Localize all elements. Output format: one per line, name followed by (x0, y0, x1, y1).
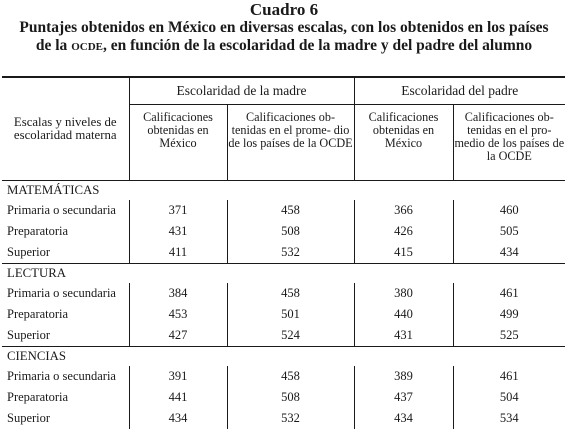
cell-father-mexico: 440 (354, 304, 453, 325)
row-label: Preparatoria (7, 223, 69, 238)
cell-mother-ocde: 458 (227, 283, 354, 304)
table-caption (0, 0, 568, 55)
table-row (2, 304, 565, 325)
cell-father-mexico: 415 (354, 242, 453, 264)
cell-mother-mexico: 453 (129, 304, 227, 325)
caption-number: Cuadro 6 (249, 0, 319, 19)
sub-header-mother-mexico: Calificaciones obtenidas en México (129, 105, 227, 181)
table-row (2, 387, 565, 408)
caption-title-line-1: Puntajes obtenidos en México en diversas escalas, con los obtenidos en los países (19, 19, 549, 36)
group-header-mother: Escolaridad de la madre (129, 77, 354, 105)
row-label: Primaria o secundaria (7, 368, 116, 383)
sub-header-mother-ocde: Calificaciones ob- tenidas en el prome- dio de los países de la OCDE (227, 105, 354, 181)
group-header-father: Escolaridad del padre (354, 77, 565, 105)
cell-mother-ocde: 458 (227, 366, 354, 387)
caption-title-line-2 (0, 37, 568, 55)
scores-table (2, 76, 565, 429)
caption-title-line-2-post: , en función de la escolaridad de la madre y del padre del alumno (102, 37, 533, 54)
cell-mother-ocde: 501 (227, 304, 354, 325)
cell-father-mexico: 380 (354, 283, 453, 304)
table-row (2, 408, 565, 429)
row-header: Escalas y niveles de escolaridad materna (2, 77, 129, 181)
cell-mother-mexico: 441 (129, 387, 227, 408)
cell-father-ocde: 504 (453, 387, 565, 408)
cell-father-ocde: 461 (453, 366, 565, 387)
table-row (2, 242, 565, 264)
cell-mother-ocde: 458 (227, 200, 354, 221)
caption-acronym-ocde: ocde (71, 37, 103, 54)
cell-father-ocde: 461 (453, 283, 565, 304)
cell-mother-mexico: 371 (129, 200, 227, 221)
table-row (2, 221, 565, 242)
cell-father-mexico: 434 (354, 408, 453, 429)
cell-father-ocde: 499 (453, 304, 565, 325)
cell-mother-ocde: 524 (227, 325, 354, 347)
cell-mother-ocde: 532 (227, 408, 354, 429)
row-label: Primaria o secundaria (7, 285, 116, 300)
cell-father-ocde: 525 (453, 325, 565, 347)
cell-father-ocde: 460 (453, 200, 565, 221)
table-row (2, 325, 565, 347)
cell-mother-mexico: 427 (129, 325, 227, 347)
caption-title-line-2-pre: de la (35, 37, 72, 54)
cell-father-ocde: 534 (453, 408, 565, 429)
cell-mother-mexico: 431 (129, 221, 227, 242)
cell-mother-ocde: 532 (227, 242, 354, 264)
cell-mother-mexico: 391 (129, 366, 227, 387)
table-row (2, 366, 565, 387)
row-label: Superior (7, 327, 51, 342)
cell-father-mexico: 389 (354, 366, 453, 387)
row-label: Preparatoria (7, 306, 69, 321)
sub-header-father-ocde: Calificaciones ob- tenidas en el pro- medio de los países de la OCDE (453, 105, 565, 181)
cell-mother-ocde: 508 (227, 387, 354, 408)
row-label: Primaria o secundaria (7, 202, 116, 217)
section-title: CIENCIAS (7, 348, 67, 363)
table-row (2, 283, 565, 304)
cell-father-mexico: 437 (354, 387, 453, 408)
table-row (2, 200, 565, 221)
cell-father-mexico: 431 (354, 325, 453, 347)
row-label: Superior (7, 410, 51, 425)
cell-father-ocde: 505 (453, 221, 565, 242)
row-label: Preparatoria (7, 389, 69, 404)
cell-father-mexico: 426 (354, 221, 453, 242)
cell-mother-ocde: 508 (227, 221, 354, 242)
cell-mother-mexico: 411 (129, 242, 227, 264)
section-title: MATEMÁTICAS (7, 182, 100, 197)
cell-mother-mexico: 384 (129, 283, 227, 304)
section-title: LECTURA (7, 265, 67, 280)
sub-header-father-mexico: Calificaciones obtenidas en México (354, 105, 453, 181)
cell-father-ocde: 434 (453, 242, 565, 264)
row-label: Superior (7, 244, 51, 259)
cell-father-mexico: 366 (354, 200, 453, 221)
cell-mother-mexico: 434 (129, 408, 227, 429)
